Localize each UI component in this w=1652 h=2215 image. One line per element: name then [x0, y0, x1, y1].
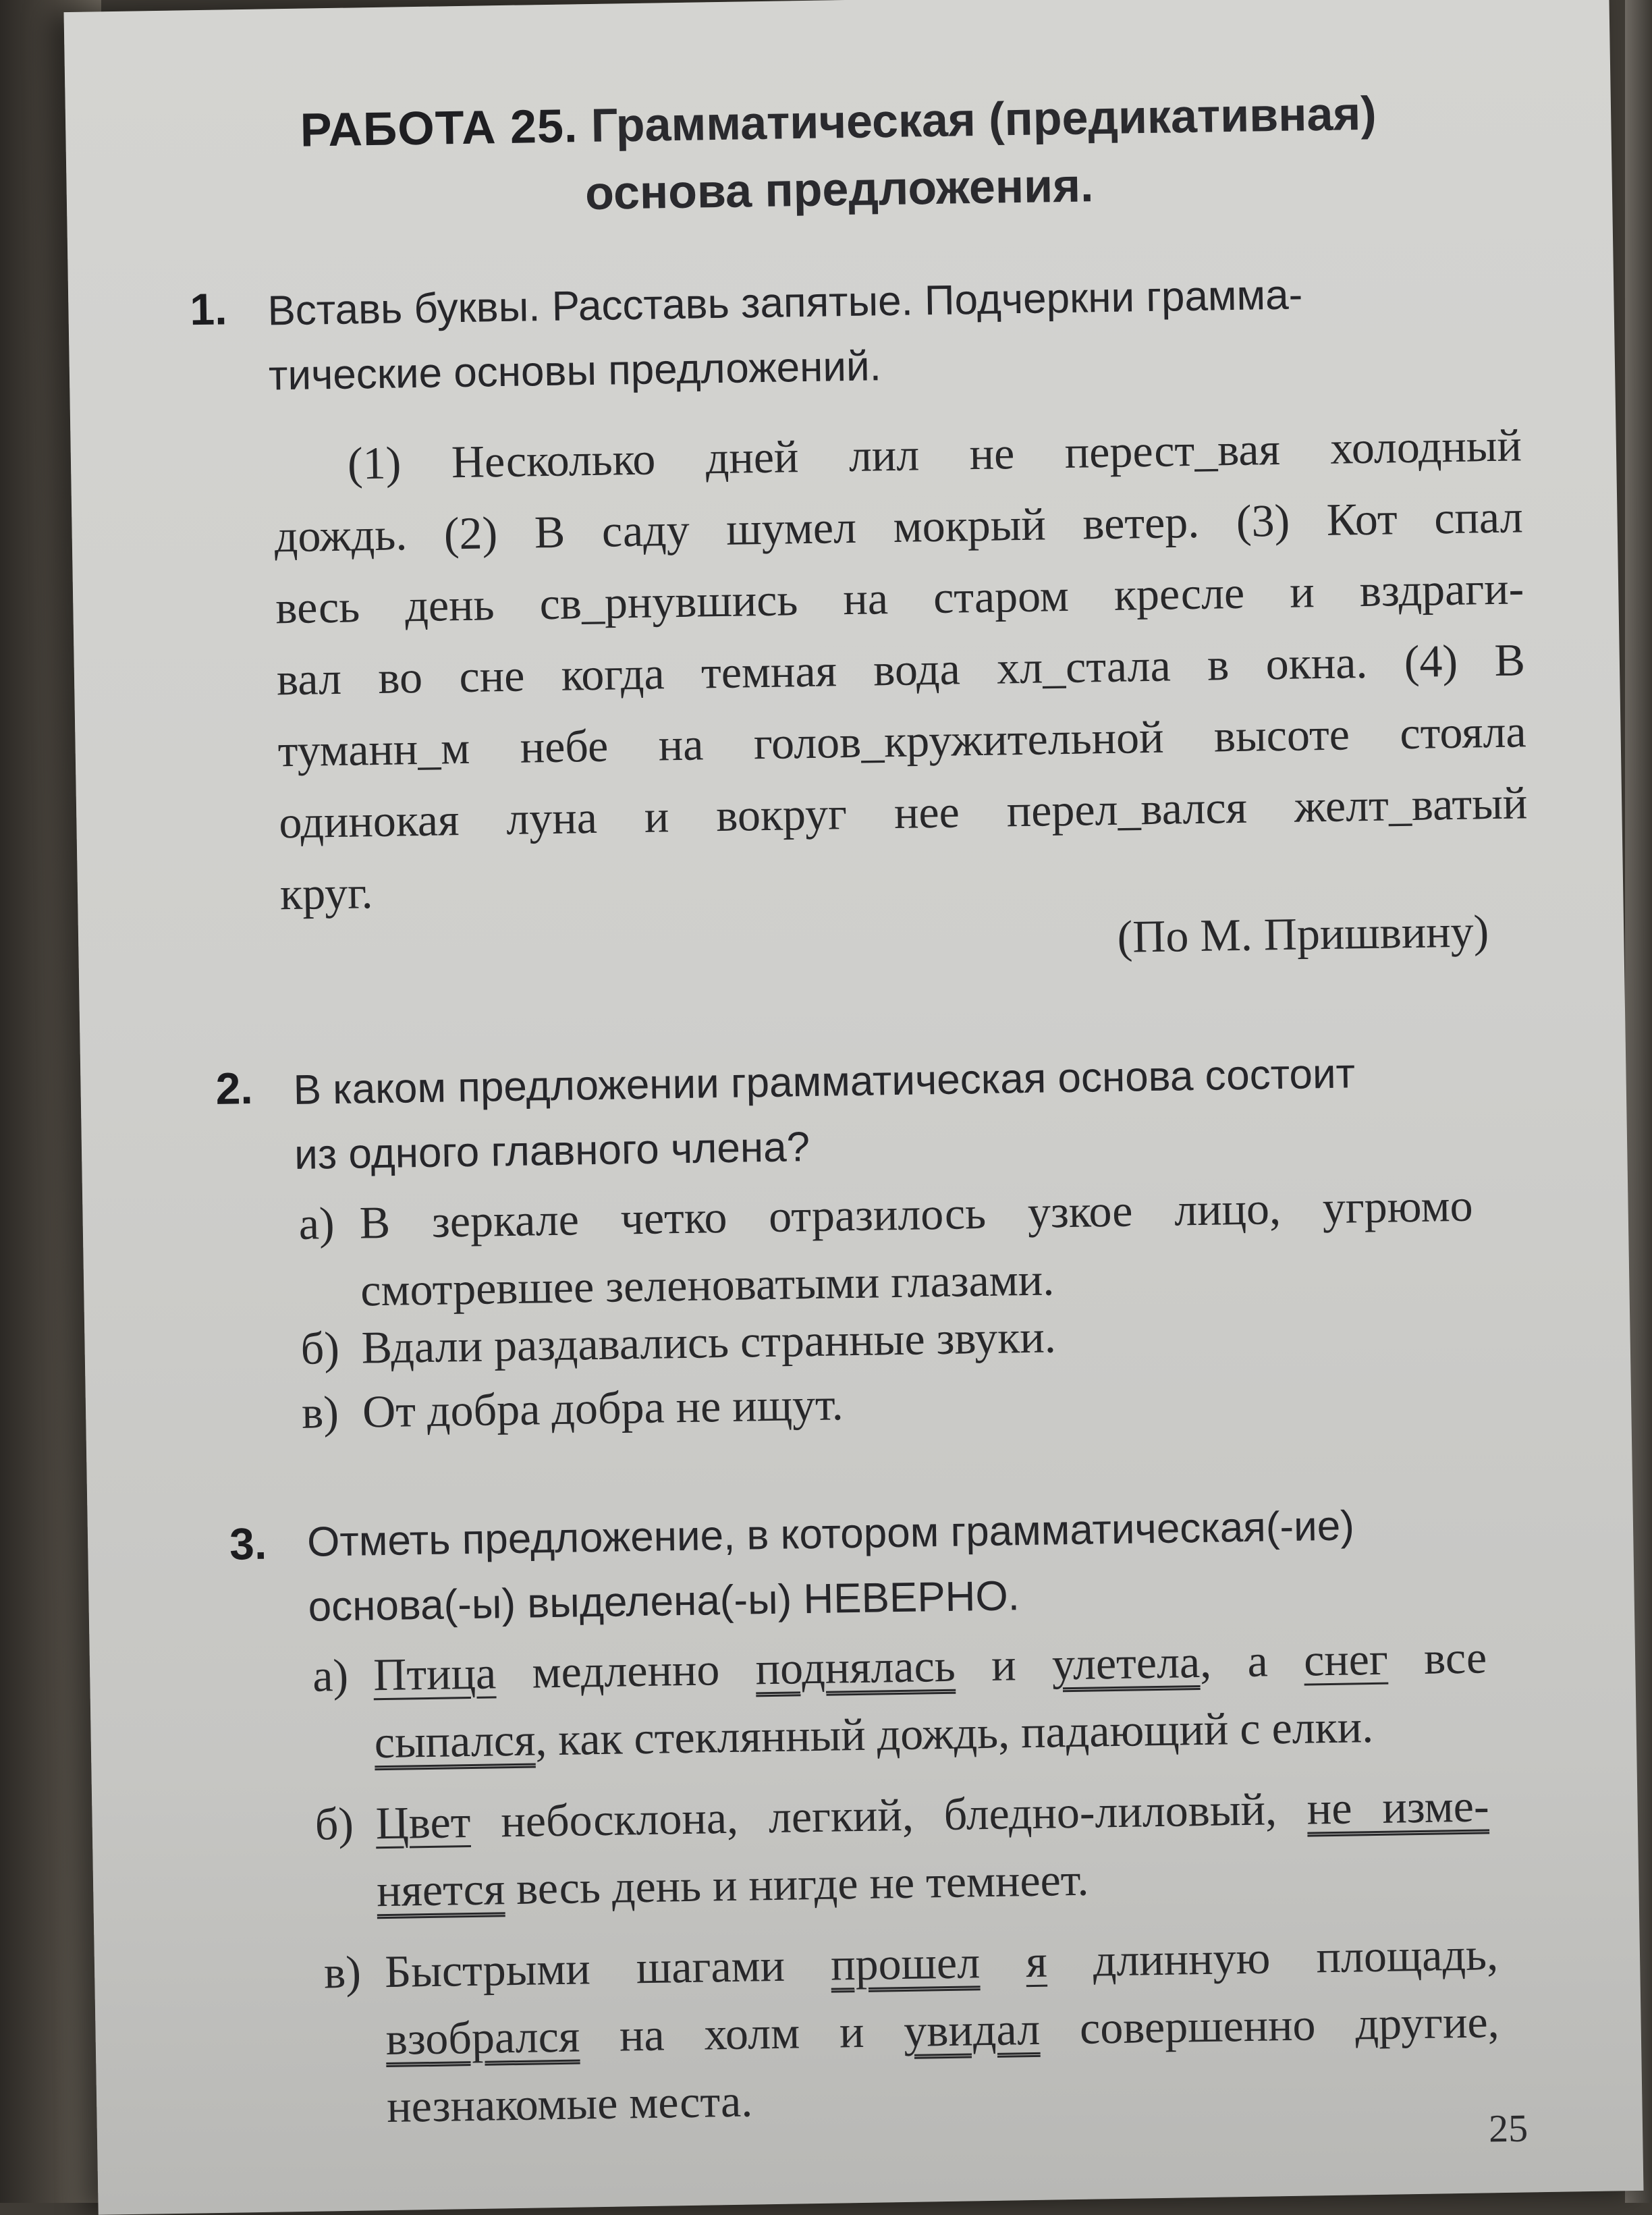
option-text-line: Вдали раздавались странные звуки. — [361, 1311, 1057, 1373]
task1-text — [273, 409, 1529, 929]
plain-text: весь день и нигде не темнеет. — [504, 1853, 1089, 1915]
heading-number: РАБОТА 25. — [300, 99, 578, 157]
task1-text-line: туманн_м небе на голов_кружительной высоте стояла — [277, 705, 1527, 777]
option-letter: а) — [298, 1197, 335, 1249]
subject-underlined: Птица — [373, 1647, 497, 1701]
plain-text: длинную площадь, — [1046, 1928, 1499, 1987]
predicate-underlined: няется — [376, 1863, 505, 1917]
task3-question — [306, 1491, 1557, 1640]
plain-text: медленно — [495, 1643, 756, 1699]
task2-number: 2. — [215, 1062, 254, 1114]
task3-number: 3. — [229, 1518, 267, 1569]
plain-text: небосклона, легкий, бледно-лиловый, — [470, 1782, 1308, 1848]
task1-instruction-line1: Вставь буквы. Расставь запятые. Подчеркни грамма- — [267, 271, 1303, 335]
task2-question-line2: из одного главного члена? — [294, 1124, 810, 1179]
page-number: 25 — [1488, 2106, 1529, 2151]
subject-underlined: Цвет — [375, 1796, 472, 1849]
plain-text: все — [1387, 1631, 1487, 1685]
task1-text-line: (1) Несколько дней лил не перест_вая холодный — [347, 419, 1522, 489]
predicate-underlined: поднялась — [755, 1639, 956, 1695]
predicate-underlined: увидал — [903, 2002, 1041, 2056]
option-letter: в) — [323, 1946, 362, 1998]
predicate-underlined: взобрался — [385, 2010, 580, 2065]
plain-text: , а — [1199, 1634, 1304, 1688]
option-text-line: смотревшее зеленоватыми глазами. — [360, 1253, 1055, 1316]
predicate-underlined: улетела — [1051, 1636, 1201, 1690]
option-letter: а) — [312, 1649, 349, 1701]
task1-instruction — [267, 259, 1518, 408]
task1-text-line: круг. — [279, 867, 374, 920]
predicate-underlined: не изме- — [1306, 1780, 1490, 1834]
task3-question-line2: основа(-ы) выделена(-ы) НЕВЕРНО. — [308, 1573, 1020, 1631]
task1-text-line: дождь. (2) В саду шумел мокрый ветер. (3) Кот спал — [274, 491, 1524, 562]
option-letter: б) — [314, 1797, 354, 1850]
option-text-line: В зеркале четко отразилось узкое лицо, угрюмо — [359, 1179, 1474, 1249]
subject-underlined: я — [1025, 1935, 1048, 1988]
plain-text: совершенно другие, — [1039, 1996, 1500, 2054]
predicate-underlined: сыпался — [374, 1714, 536, 1768]
task1-text-line: одинокая луна и вокруг нее перел_вался желт_ватый — [278, 777, 1528, 848]
option-text-line: незнакомые места. — [386, 2075, 753, 2133]
plain-text: Быстрыми шагами — [384, 1938, 831, 1998]
subject-underlined: снег — [1303, 1633, 1389, 1686]
workbook-page — [64, 0, 1644, 2215]
plain-text — [979, 1936, 1026, 1988]
task3-question-line1: Отметь предложение, в котором грамматическая(-ие) — [306, 1502, 1355, 1566]
task1-instruction-line2: тические основы предложений. — [268, 343, 882, 400]
option-text-line: От добра добра не ищут. — [362, 1378, 844, 1438]
task3-option-b — [314, 1772, 1511, 1925]
task1-text-line: весь день св_рнувшись на старом кресле и вздраги- — [275, 562, 1524, 634]
heading-title-part2: основа предложения. — [584, 159, 1094, 220]
task3-option-c — [323, 1920, 1521, 2148]
task2-question — [293, 1039, 1543, 1188]
option-letter: б) — [300, 1322, 340, 1374]
task1-number: 1. — [189, 283, 228, 335]
option-letter: в) — [301, 1386, 339, 1438]
task2-question-line1: В каком предложении грамматическая основа состоит — [293, 1050, 1356, 1114]
plain-text: и — [955, 1638, 1053, 1691]
page-heading — [65, 76, 1613, 235]
task1-attribution: (По М. Пришвину) — [1117, 905, 1489, 962]
task3-option-a — [312, 1623, 1508, 1777]
plain-text: на холм и — [579, 2005, 904, 2062]
heading-title-part1: Грамматическая (предикативная) — [590, 86, 1377, 152]
predicate-underlined: прошел — [830, 1936, 981, 1990]
plain-text: , как стеклянный дождь, падающий с елки. — [534, 1701, 1374, 1766]
task1-text-line: вал во сне когда темная вода хл_стала в окна. (4) В — [276, 634, 1526, 705]
